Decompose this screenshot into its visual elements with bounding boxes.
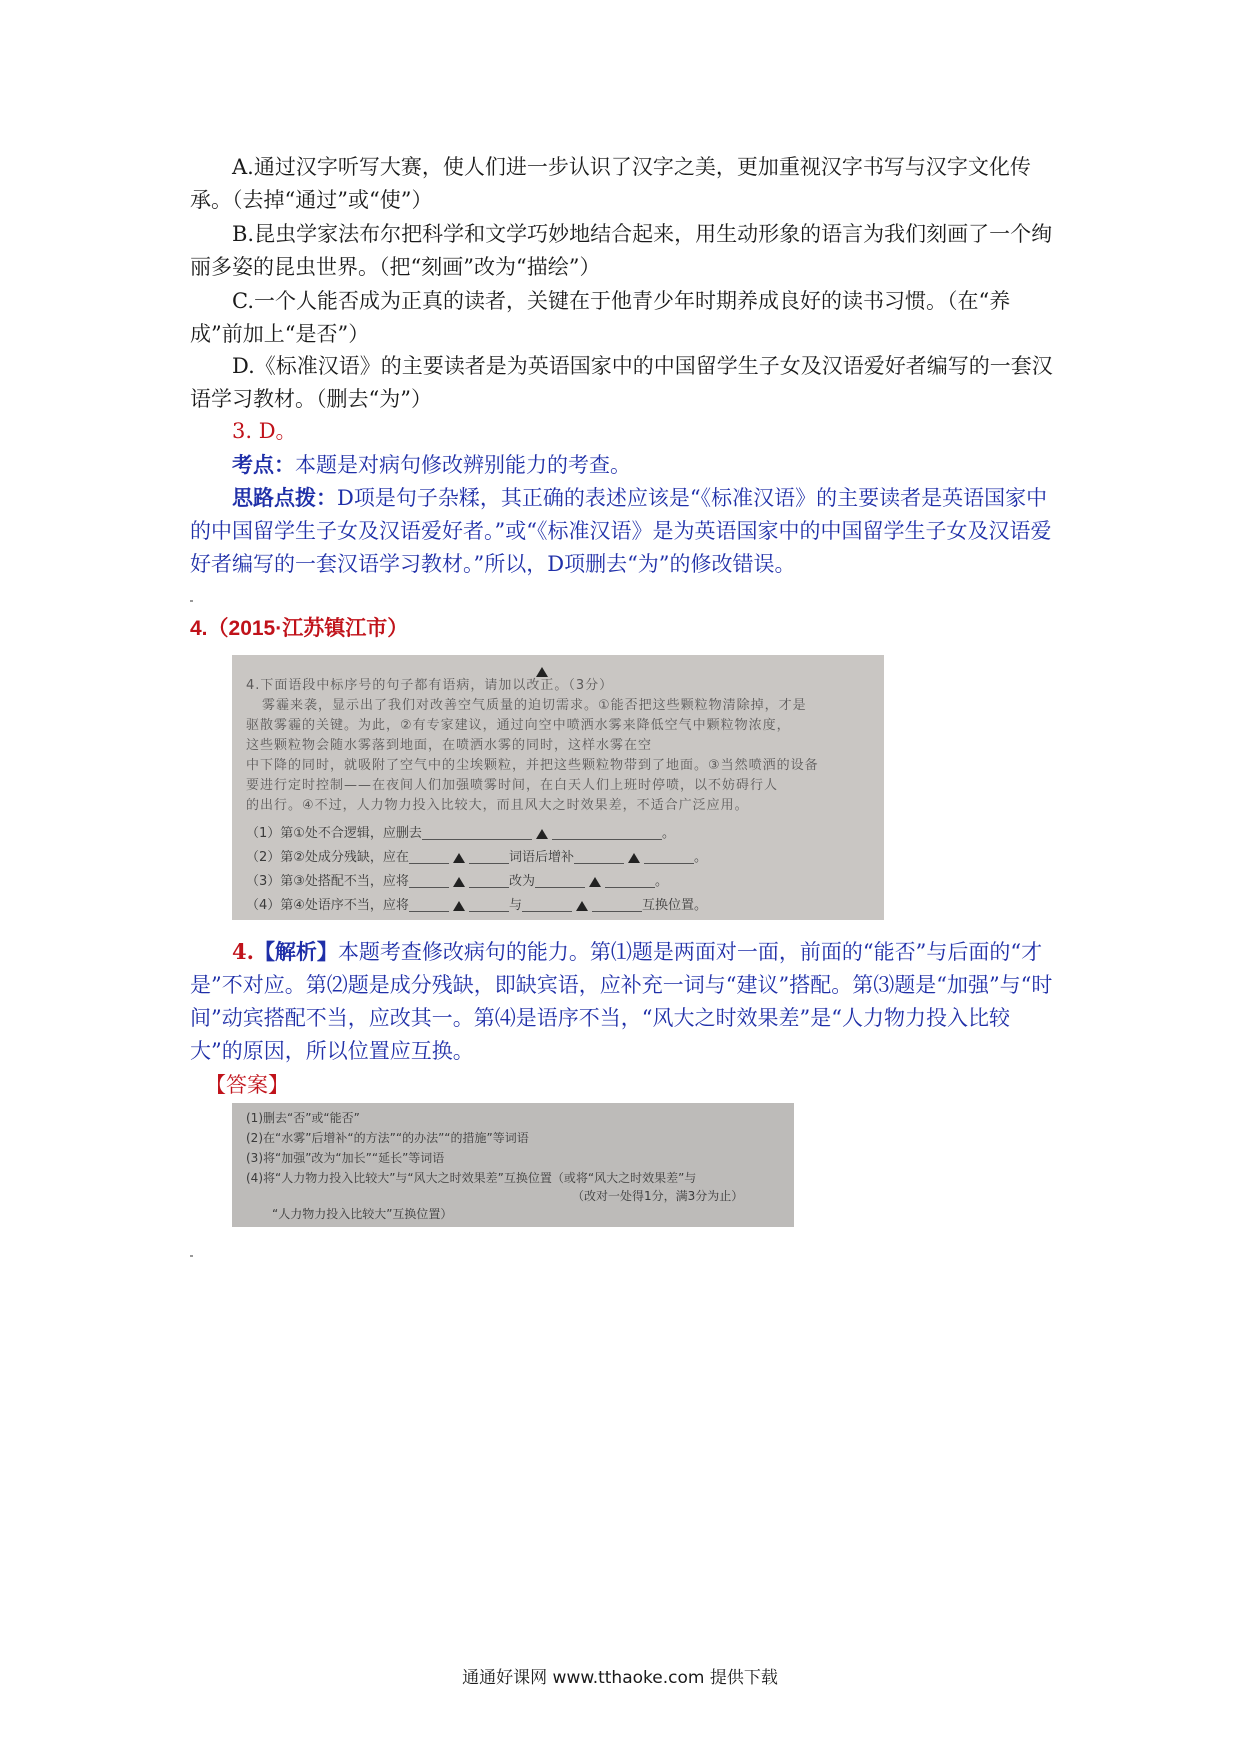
photo-line: 4.下面语段中标序号的句子都有语病，请加以改正。（3分） [246, 678, 614, 693]
kaodian-text: 本题是对病句修改辨别能力的考查。 [295, 453, 631, 477]
photo-line: 要进行定时控制——在夜间人们加强喷雾时间，在白天人们上班时停喷，以不妨碍行人 [246, 778, 779, 793]
answer-line: (3)将“加强”改为“加长”“延长”等词语 [246, 1151, 445, 1165]
triangle-icon [536, 667, 548, 677]
triangle-icon [589, 877, 601, 887]
photo-line: 这些颗粒物会随水雾落到地面，在喷洒水雾的同时，这样水雾在空 [246, 738, 653, 753]
silu-label: 思路点拨： [232, 485, 337, 510]
triangle-icon [453, 877, 465, 887]
answer-line: “人力物力投入比较大”互换位置） [272, 1207, 453, 1221]
option-c: C.一个人能否成为正真的读者，关键在于他青少年时期养成良好的读书习惯。（在“养成”前加上“是否”） [190, 289, 1011, 346]
answer-line: （改对一处得1分，满3分为止） [572, 1189, 744, 1203]
triangle-icon [453, 901, 465, 911]
option-a: A.通过汉字听写大赛，使人们进一步认识了汉字之美，更加重视汉字书写与汉字文化传承。（去掉“通过”或“使”） [190, 155, 1031, 212]
answer-label: 【答案】 [205, 1073, 289, 1097]
photo-item-3: （3）第③处搭配不当，应将 改为 。 [246, 874, 668, 889]
photo-line: 雾霾来袭，显示出了我们对改善空气质量的迫切需求。①能否把这些颗粒物清除掉，才是 [262, 698, 807, 713]
analysis-label: 【解析】 [253, 939, 338, 964]
photo-item-4: （4）第④处语序不当，应将 与 互换位置。 [246, 898, 707, 913]
triangle-icon [576, 901, 588, 911]
kaodian-label: 考点： [232, 452, 295, 477]
kaodian-line [190, 448, 1060, 482]
photo-item-1: （1）第①处不合逻辑，应删去 。 [246, 826, 675, 841]
option-d: D.《标准汉语》的主要读者是为英语国家中的中国留学生子女及汉语爱好者编写的一套汉语学习教材。（删去“为”） [190, 354, 1053, 411]
answer-line: (1)删去“否”或“能否” [246, 1111, 360, 1125]
photo-line: 驱散雾霾的关键。为此，②有专家建议，通过向空中喷洒水雾来降低空气中颗粒物浓度， [246, 718, 791, 733]
answer-line: (2)在“水雾”后增补“的方法”“的办法”“的措施”等词语 [246, 1131, 529, 1145]
answer-line: (4)将“人力物力投入比较大”与“风大之时效果差”互换位置（或将“风大之时效果差”与 [246, 1171, 697, 1185]
triangle-icon [536, 829, 548, 839]
answer-3-number: 3. D。 [232, 419, 297, 443]
page-footer: 通通好课网 www.tthaoke.com 提供下载 [462, 1668, 778, 1688]
photo-line: 中下降的同时，就吸附了空气中的尘埃颗粒，并把这些颗粒物带到了地面。③当然喷洒的设备 [246, 758, 819, 773]
paragraph-mark [190, 600, 193, 602]
silu-paragraph [190, 481, 1060, 581]
triangle-icon [453, 853, 465, 863]
silu-text: D项是句子杂糅，其正确的表述应该是“《标准汉语》的主要读者是英语国家中的中国留学生子女及汉语爱好者。”或“《标准汉语》是为英语国家中的中国留学生子女及汉语爱好者编写的一套汉语学习教材。”所以，D项删去“为”的修改错误。 [190, 486, 1052, 576]
photo-item-2: （2）第②处成分残缺，应在 词语后增补 。 [246, 850, 707, 865]
analysis-paragraph [190, 935, 1060, 1068]
triangle-icon [628, 853, 640, 863]
analysis-text: 本题考查修改病句的能力。第⑴题是两面对一面，前面的“能否”与后面的“才是”不对应。第⑵题是成分残缺，即缺宾语，应补充一词与“建议”搭配。第⑶题是“加强”与“时间”动宾搭配不当，应改其一。第⑷是语序不当，“风大之时效果差”是“人力物力投入比较大”的原因，所以位置应互换。 [190, 940, 1053, 1063]
photo-line: 的出行。④不过，人力物力投入比较大，而且风大之时效果差，不适合广泛应用。 [246, 798, 749, 813]
question-4-photo [232, 655, 884, 920]
analysis-number: 4. [232, 939, 254, 964]
option-b: B.昆虫学家法布尔把科学和文学巧妙地结合起来，用生动形象的语言为我们刻画了一个绚丽多姿的昆虫世界。（把“刻画”改为“描绘”） [190, 222, 1053, 279]
paragraph-mark [190, 1255, 193, 1257]
answer-photo [232, 1103, 794, 1227]
question-4-heading: 4.（2015·江苏镇江市） [190, 617, 409, 640]
